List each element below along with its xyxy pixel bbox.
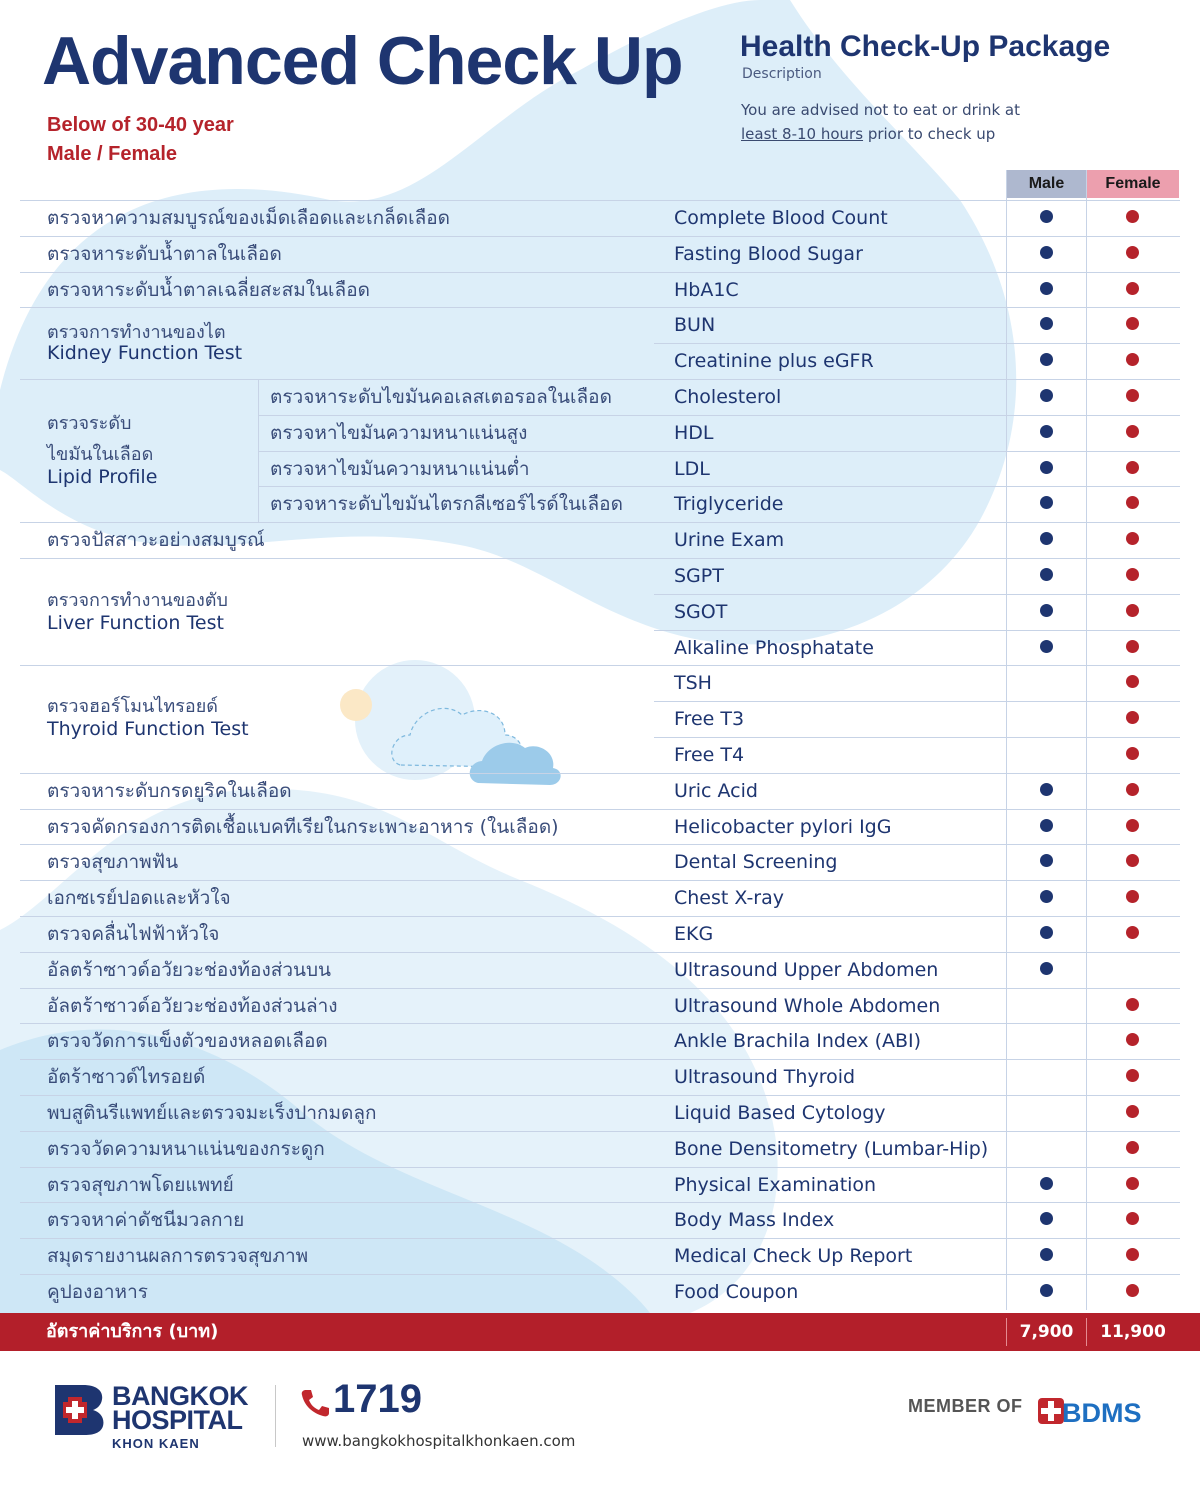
liver-group-english: Liver Function Test	[47, 612, 224, 634]
fasting-hours: least 8-10 hours	[741, 125, 864, 143]
bdms-logo-icon	[1038, 1394, 1148, 1428]
test-name-english: EKG	[674, 923, 714, 945]
female-included-dot	[1126, 1212, 1139, 1225]
male-included-dot	[1040, 353, 1053, 366]
phone-icon	[300, 1388, 330, 1418]
column-divider	[1006, 170, 1007, 1310]
member-of-label: MEMBER OF	[908, 1396, 1023, 1416]
bangkok-hospital-logo-icon	[55, 1385, 105, 1435]
logo-text-bangkok: BANGKOK	[112, 1381, 248, 1411]
test-name-english: Ankle Brachila Index (ABI)	[674, 1030, 922, 1053]
male-included-dot	[1040, 246, 1053, 259]
test-name-english: Creatinine plus eGFR	[674, 350, 874, 373]
footer-divider	[275, 1385, 276, 1447]
test-name-english: Triglyceride	[674, 493, 784, 516]
kidney-group-english: Kidney Function Test	[47, 342, 243, 364]
female-included-dot	[1126, 640, 1139, 653]
test-name-thai: ตรวจสุขภาพโดยแพทย์	[47, 1173, 234, 1196]
test-name-english: TSH	[674, 672, 712, 695]
test-name-english: HbA1C	[674, 278, 739, 301]
test-name-english: Body Mass Index	[674, 1209, 835, 1232]
female-included-dot	[1126, 1105, 1139, 1118]
male-price: 7,900	[1019, 1322, 1074, 1342]
male-included-dot	[1040, 854, 1053, 867]
test-name-english: Complete Blood Count	[674, 207, 888, 229]
bdms-text: BDMS	[1062, 1398, 1142, 1428]
test-name-thai: อัลตร้าซาวด์อวัยวะช่องท้องส่วนล่าง	[47, 994, 338, 1017]
test-name-english: HDL	[674, 421, 714, 444]
test-name-english: Alkaline Phosphatate	[674, 636, 874, 659]
female-included-dot	[1126, 747, 1139, 760]
test-name-english: Ultrasound Whole Abdomen	[674, 994, 941, 1017]
thyroid-group-english: Thyroid Function Test	[47, 718, 249, 740]
male-included-dot	[1040, 496, 1053, 509]
female-column-header: Female	[1087, 170, 1179, 198]
test-name-thai: ตรวจหาระดับกรดยูริคในเลือด	[47, 779, 292, 802]
test-name-thai: สมุดรายงานผลการตรวจสุขภาพ	[47, 1245, 309, 1268]
female-included-dot	[1126, 532, 1139, 545]
test-name-thai: ตรวจคลื่นไฟฟ้าหัวใจ	[47, 923, 220, 945]
fasting-advice-rest: prior to check up	[863, 125, 996, 143]
female-included-dot	[1126, 711, 1139, 724]
row-divider	[654, 594, 1180, 595]
female-included-dot	[1126, 317, 1139, 330]
female-included-dot	[1126, 890, 1139, 903]
male-included-dot	[1040, 461, 1053, 474]
website-link[interactable]: www.bangkokhospitalkhonkaen.com	[302, 1432, 576, 1450]
fasting-advice-line1: You are advised not to eat or drink at	[741, 101, 1020, 119]
test-name-english: Liquid Based Cytology	[674, 1102, 886, 1124]
test-name-english: Dental Screening	[674, 851, 838, 874]
test-name-english: Food Coupon	[674, 1281, 799, 1303]
test-name-thai: อัตร้าซาวด์ไทรอยด์	[47, 1066, 206, 1089]
test-name-thai: เอกซเรย์ปอดและหัวใจ	[47, 887, 231, 910]
test-name-thai: ตรวจหาค่าดัชนีมวลกาย	[47, 1209, 245, 1232]
female-included-dot	[1126, 998, 1139, 1011]
female-included-dot	[1126, 210, 1139, 223]
female-included-dot	[1126, 496, 1139, 509]
test-name-thai: ตรวจปัสสาวะอย่างสมบูรณ์	[47, 529, 265, 552]
test-name-thai: ตรวจวัดความหนาแน่นของกระดูก	[47, 1137, 325, 1160]
liver-group-thai: ตรวจการทำงานของตับ	[47, 590, 228, 611]
test-name-english: Fasting Blood Sugar	[674, 242, 863, 265]
test-name-thai: ตรวจหาระดับไขมันไตรกลีเซอร์ไรด์ในเลือด	[270, 493, 623, 516]
price-bar	[0, 1313, 1200, 1351]
female-price: 11,900	[1100, 1322, 1166, 1342]
test-name-english: Chest X-ray	[674, 887, 785, 910]
test-name-thai: ตรวจสุขภาพฟัน	[47, 851, 179, 874]
male-included-dot	[1040, 962, 1053, 975]
test-name-thai: พบสูตินรีแพทย์และตรวจมะเร็งปากมดลูก	[47, 1102, 377, 1124]
female-included-dot	[1126, 425, 1139, 438]
female-included-dot	[1126, 1069, 1139, 1082]
gender-subtitle: Male / Female	[47, 143, 178, 165]
test-name-english: LDL	[674, 457, 710, 480]
test-name-english: Free T4	[674, 744, 745, 766]
test-name-english: Free T3	[674, 708, 745, 731]
female-included-dot	[1126, 1141, 1139, 1154]
female-included-dot	[1126, 604, 1139, 617]
kidney-group-thai: ตรวจการทำงานของไต	[47, 322, 226, 343]
test-name-thai: ตรวจคัดกรองการติดเชื้อแบคทีเรียในกระเพาะอาหาร (ในเลือด)	[47, 815, 559, 838]
male-column-header: Male	[1007, 170, 1086, 198]
test-name-thai: ตรวจวัดการแข็งตัวของหลอดเลือด	[47, 1030, 328, 1053]
male-included-dot	[1040, 926, 1053, 939]
male-included-dot	[1040, 819, 1053, 832]
test-name-english: Ultrasound Upper Abdomen	[674, 958, 939, 981]
male-included-dot	[1040, 783, 1053, 796]
male-included-dot	[1040, 282, 1053, 295]
package-title: Health Check-Up Package	[740, 30, 1111, 63]
test-name-english: BUN	[674, 314, 716, 337]
male-included-dot	[1040, 1212, 1053, 1225]
female-included-dot	[1126, 389, 1139, 402]
female-included-dot	[1126, 675, 1139, 688]
test-name-thai: ตรวจหาระดับน้ำตาลในเลือด	[47, 242, 282, 265]
column-divider	[258, 379, 259, 522]
fasting-advice-line2	[741, 125, 995, 143]
female-included-dot	[1126, 1177, 1139, 1190]
logo-text-khon-kaen: KHON KAEN	[112, 1436, 200, 1451]
male-included-dot	[1040, 317, 1053, 330]
female-included-dot	[1126, 461, 1139, 474]
female-included-dot	[1126, 783, 1139, 796]
male-included-dot	[1040, 1177, 1053, 1190]
test-name-english: SGPT	[674, 565, 724, 587]
female-included-dot	[1126, 568, 1139, 581]
phone-number[interactable]: 1719	[333, 1377, 422, 1421]
male-included-dot	[1040, 568, 1053, 581]
test-name-thai: คูปองอาหาร	[47, 1281, 148, 1303]
female-included-dot	[1126, 819, 1139, 832]
test-name-english: Medical Check Up Report	[674, 1245, 913, 1268]
female-included-dot	[1126, 282, 1139, 295]
price-label: อัตราค่าบริการ (บาท)	[46, 1321, 219, 1342]
test-name-english: Helicobacter pylori IgG	[674, 815, 892, 838]
test-name-english: Physical Examination	[674, 1173, 877, 1196]
lipid-group-english: Lipid Profile	[47, 466, 158, 488]
lipid-group-thai-1: ตรวจระดับ	[47, 413, 132, 434]
male-included-dot	[1040, 389, 1053, 402]
page-title: Advanced Check Up	[42, 23, 683, 99]
thyroid-group-thai: ตรวจฮอร์โมนไทรอยด์	[47, 696, 218, 717]
test-name-thai: ตรวจหาระดับไขมันคอเลสเตอรอลในเลือด	[270, 386, 612, 408]
female-included-dot	[1126, 1033, 1139, 1046]
test-name-thai: ตรวจหาระดับน้ำตาลเฉลี่ยสะสมในเลือด	[47, 278, 370, 301]
test-name-english: Ultrasound Thyroid	[674, 1066, 856, 1089]
test-name-english: SGOT	[674, 600, 728, 623]
female-included-dot	[1126, 1248, 1139, 1261]
test-name-english: Bone Densitometry (Lumbar-Hip)	[674, 1137, 989, 1160]
female-included-dot	[1126, 353, 1139, 366]
male-included-dot	[1040, 890, 1053, 903]
test-name-english: Cholesterol	[674, 386, 782, 408]
female-included-dot	[1126, 246, 1139, 259]
male-included-dot	[1040, 604, 1053, 617]
test-name-thai: ตรวจหาความสมบูรณ์ของเม็ดเลือดและเกล็ดเลือด	[47, 207, 451, 229]
male-included-dot	[1040, 1248, 1053, 1261]
female-included-dot	[1126, 854, 1139, 867]
column-divider	[1086, 170, 1087, 1310]
logo-text-hospital: HOSPITAL	[112, 1405, 243, 1435]
package-description: Description	[742, 66, 822, 82]
male-included-dot	[1040, 210, 1053, 223]
male-included-dot	[1040, 532, 1053, 545]
test-name-thai: ตรวจหาไขมันความหนาแน่นต่ำ	[270, 457, 530, 480]
female-included-dot	[1126, 926, 1139, 939]
test-name-english: Uric Acid	[674, 779, 758, 802]
male-included-dot	[1040, 425, 1053, 438]
lipid-group-thai-2: ไขมันในเลือด	[47, 444, 154, 465]
test-name-thai: ตรวจหาไขมันความหนาแน่นสูง	[270, 421, 528, 444]
male-included-dot	[1040, 1284, 1053, 1297]
age-subtitle: Below of 30-40 year	[47, 114, 234, 136]
male-included-dot	[1040, 640, 1053, 653]
test-name-english: Urine Exam	[674, 529, 785, 552]
test-name-thai: อัลตร้าซาวด์อวัยวะช่องท้องส่วนบน	[47, 958, 332, 981]
female-included-dot	[1126, 1284, 1139, 1297]
